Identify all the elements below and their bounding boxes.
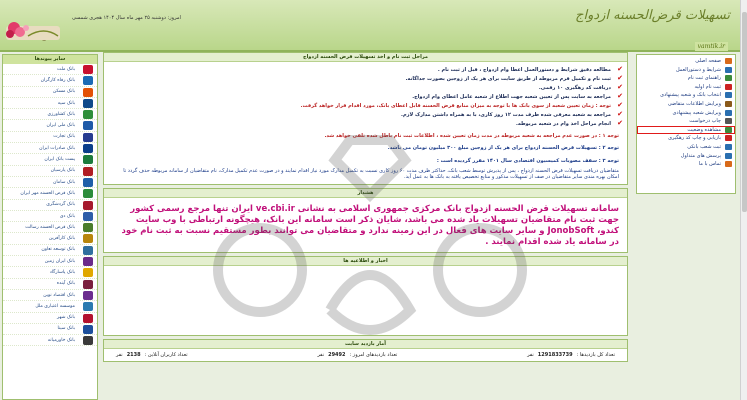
menu-icon: [725, 135, 732, 141]
bank-link[interactable]: [3, 290, 97, 301]
bank-label: بانک ملی ایران: [46, 123, 75, 129]
bank-logo-icon: [83, 234, 93, 243]
panel-title: هشدار: [104, 189, 627, 198]
bank-logo-icon: [83, 110, 93, 119]
check-icon: ✔: [617, 119, 623, 127]
bank-logo-icon: [83, 336, 93, 345]
news-panel: [103, 256, 628, 336]
date-bar: امروز: دوشنبه ۲۵ مهر ماه سال ۱۴۰۴ هجری شمسی: [72, 15, 181, 21]
step-text: توجه : زمان تعیین شعبه از سوی بانک ها با توجه به میزان منابع قرض الحسنه قابل اعطای بانک، مورد اقدام قرار خواهد گرفت.: [300, 102, 611, 109]
site-badge: vamtik.ir: [695, 42, 728, 51]
check-icon: ✔: [617, 65, 623, 73]
menu-icon: [725, 110, 732, 116]
bank-label: بانک قرض الحسنه رسالت: [25, 224, 75, 230]
menu-item[interactable]: [637, 143, 735, 152]
warning-text: سامانه تسهیلات قرض الحسنه ازدواج بانک مرکزی جمهوری اسلامی به نشانی ve.cbi.ir ایران تنها مرجع رسمی کشور جهت ثبت نام متقاضیان تسهیلات یاد شده می باشد، شایان ذکر است سامانه این بانک، هیچگونه ارتباطی با وب سایت کندو، JonobSoft و سایر سایت های فعال در این زمینه ندارد و متقاضیان می توانند بطور مستقیم نسبت به ثبت نام خود در سامانه یاد شده اقدام نمایند .: [121, 204, 619, 247]
menu-label: ویرایش اطلاعات متقاضی: [667, 100, 721, 107]
bank-logo-icon: [83, 302, 93, 311]
bank-label: بانک آینده: [56, 281, 75, 287]
registration-steps-panel: [103, 52, 628, 185]
main-content: [103, 52, 628, 365]
bank-label: بانک تجارت: [53, 134, 75, 140]
step-text: مطالعه دقیق شرایط و دستورالعمل اعطا وام ازدواج ، قبل از ثبت نام .: [437, 66, 611, 73]
site-logo: [550, 8, 730, 50]
bank-logo-icon: [83, 201, 93, 210]
bank-logo-icon: [83, 291, 93, 300]
bank-label: بانک پاسارگاد: [49, 269, 75, 275]
bank-label: بانک توسعه تعاون: [41, 247, 75, 253]
bank-label: بانک سامان: [52, 179, 75, 185]
bank-link[interactable]: [3, 324, 97, 335]
bank-label: بانک قرض الحسنه مهر ایران: [20, 190, 75, 196]
stats-panel: [103, 339, 628, 362]
bank-link[interactable]: [3, 154, 97, 165]
bank-link[interactable]: [3, 335, 97, 346]
menu-label: چاپ درخواست: [689, 118, 721, 125]
menu-item[interactable]: [637, 117, 735, 126]
bank-logo-icon: [83, 88, 93, 97]
menu-label: تماس با ما: [698, 161, 721, 168]
step-item: [104, 65, 627, 74]
menu-label: بازیابی و چاپ کد رهگیری: [668, 135, 721, 142]
menu-icon: [725, 161, 732, 167]
step-item: [104, 101, 627, 110]
step-text: ثبت نام و تکمیل فرم مربوطه از طریق سایت برای هر یک از زوجین بصورت جداگانه.: [405, 75, 611, 82]
menu-icon: [725, 153, 732, 159]
bank-label: بانک مسکن: [52, 89, 75, 95]
menu-item[interactable]: [637, 74, 735, 83]
bank-logo-icon: [83, 314, 93, 323]
menu-icon: [725, 67, 732, 73]
menu-icon: [725, 75, 732, 81]
bank-link[interactable]: [3, 75, 97, 86]
stat-item: [527, 352, 615, 358]
step-item: [104, 83, 627, 92]
menu-list: [637, 55, 735, 169]
note-1: توجه ۱ : در صورت عدم مراجعه به شعبه مربوطه در مدت زمان تعیین شده ، اطلاعات ثبت نام باطل شده تلقی خواهد شد.: [324, 133, 619, 139]
step-text: مراجعه به سایت پس از تعیین شعبه جهت اطلاع از شعبه عامل اعطای وام ازدواج.: [412, 93, 611, 100]
bank-link[interactable]: [3, 166, 97, 177]
left-sidebar: [2, 54, 98, 400]
bank-label: پست بانک ایران: [44, 157, 75, 163]
bank-list: [3, 64, 97, 346]
menu-item[interactable]: [637, 100, 735, 109]
bank-logo-icon: [83, 178, 93, 187]
bank-logo-icon: [83, 99, 93, 108]
bank-logo-icon: [83, 167, 93, 176]
floral-logo-icon: [4, 16, 62, 46]
bank-label: بانک کارآفرین: [48, 236, 75, 242]
stat-value: 2138: [126, 352, 141, 358]
menu-label: پرسش های متداول: [680, 152, 721, 159]
bank-link[interactable]: [3, 200, 97, 211]
menu-label: انتخاب بانک و شعبه پیشنهادی: [660, 92, 721, 99]
menu-label: صفحه اصلی: [695, 58, 721, 64]
step-item: [104, 110, 627, 119]
menu-label: ویرایش شعبه پیشنهادی: [672, 109, 721, 116]
note-3-title: توجه ۳ : سقف مصوبات کمیسیون اقتصادی سال ۱۴۰۱ مقرر گردیده است :: [436, 158, 619, 164]
menu-item[interactable]: [637, 109, 735, 118]
menu-icon: [725, 101, 732, 107]
menu-label: راهنمای ثبت نام: [687, 75, 721, 82]
note-2: توجه ۲ : تسهیلات قرض الحسنه ازدواج برای هر یک از زوجین مبلغ ۳۰۰ میلیون تومان می باشد.: [387, 145, 619, 151]
menu-icon: [725, 144, 732, 150]
step-item: [104, 74, 627, 83]
bank-logo-icon: [83, 133, 93, 142]
menu-item[interactable]: [637, 66, 735, 75]
bank-link[interactable]: [3, 279, 97, 290]
bank-logo-icon: [83, 268, 93, 277]
bank-label: بانک اقتصاد نوین: [43, 292, 75, 298]
bank-logo-icon: [83, 223, 93, 232]
menu-item[interactable]: [637, 134, 735, 143]
step-text: دریافت کد رهگیری ۱۰ رقمی.: [538, 84, 611, 91]
bank-link[interactable]: [3, 267, 97, 278]
site-header: [0, 0, 740, 52]
menu-icon: [725, 118, 732, 124]
right-menu: [636, 54, 736, 194]
bank-label: بانک خاورمیانه: [47, 337, 75, 343]
stat-unit: نفر: [317, 352, 325, 358]
bank-label: بانک شهر: [56, 315, 75, 321]
bank-link[interactable]: [3, 256, 97, 267]
menu-item[interactable]: [637, 152, 735, 161]
stat-item: [116, 352, 188, 358]
bank-logo-icon: [83, 65, 93, 74]
check-icon: ✔: [617, 101, 623, 109]
check-icon: ✔: [617, 74, 623, 82]
step-text: مراجعه به شعبه معرفی شده ظرف مدت ۱۲ روز کاری، با به همراه داشتن مدارک لازم.: [401, 111, 611, 118]
stat-unit: نفر: [527, 352, 534, 358]
menu-icon: [725, 84, 732, 90]
bank-label: بانک ملت: [56, 66, 75, 72]
scrollbar-thumb[interactable]: [742, 12, 747, 212]
bank-label: بانک دی: [59, 213, 75, 219]
bank-label: بانک گردشگری: [46, 202, 75, 208]
sidebar-title: سایر پیوندها: [3, 55, 97, 64]
menu-label: ثبت نام اولیه: [694, 83, 721, 90]
stat-unit: نفر: [116, 352, 123, 358]
bank-link[interactable]: [3, 64, 97, 75]
menu-item[interactable]: [637, 126, 735, 135]
bank-link[interactable]: [3, 188, 97, 199]
bank-link[interactable]: [3, 98, 97, 109]
svg-text:~: ~: [42, 38, 47, 44]
bank-link[interactable]: [3, 245, 97, 256]
bank-link[interactable]: [3, 109, 97, 120]
bank-label: بانک سینا: [57, 326, 75, 332]
bank-label: بانک ایران زمین: [44, 258, 75, 264]
menu-item[interactable]: [637, 83, 735, 92]
warning-panel: [103, 188, 628, 253]
bank-label: بانک پارسیان: [50, 168, 75, 174]
stats-row: [104, 349, 627, 361]
stat-label: تعداد کاربران آنلاین :: [144, 352, 188, 358]
bank-label: بانک سپه: [57, 100, 75, 106]
step-text: انجام مراحل اخذ وام در شعبه مربوطه.: [516, 120, 611, 127]
panel-title: مراحل ثبت نام و اخذ تسهیلات قرض الحسنه ازدواج: [104, 53, 627, 62]
bank-logo-icon: [83, 325, 93, 334]
check-icon: ✔: [617, 92, 623, 100]
step-item: [104, 92, 627, 101]
menu-icon: [725, 58, 732, 64]
menu-item[interactable]: [637, 57, 735, 66]
bank-link[interactable]: [3, 132, 97, 143]
stat-item: [317, 352, 397, 358]
bank-logo-icon: [83, 280, 93, 289]
steps-list: [104, 62, 627, 128]
menu-icon: [725, 92, 732, 98]
stat-value: 29492: [328, 352, 346, 358]
menu-item[interactable]: [637, 91, 735, 100]
menu-label: ثبت شعب بانکی: [687, 143, 721, 150]
bank-label: بانک صادرات ایران: [39, 145, 75, 151]
bank-link[interactable]: [3, 211, 97, 222]
note-3-body: متقاضیان دریافت تسهیلات قرض الحسنه ازدواج ، پس از پذیرش توسط شعب بانک، حداکثر ظرف مدت ۶۰ روز کاری نسبت به تکمیل مدارک مورد نیاز اقدام نمایند و در صورت عدم تکمیل مدارک، نام متقاضیان از سامانه مربوطه حذف گردد تا امکان بهره مندی سایر متقاضیان در صف از تسهیلات مذکور و منابع تخصیص یافته به بانک ها به عمل آید.: [123, 168, 619, 180]
logo-text: تسهیلات قرض‌الحسنه ازدواج: [575, 8, 730, 23]
bank-link[interactable]: [3, 143, 97, 154]
bank-logo-icon: [83, 155, 93, 164]
bank-logo-icon: [83, 189, 93, 198]
menu-item[interactable]: [637, 160, 735, 169]
step-item: [104, 119, 627, 128]
bank-link[interactable]: [3, 87, 97, 98]
bank-logo-icon: [83, 76, 93, 85]
panel-title: آمار بازدید سایت: [104, 340, 627, 349]
bank-logo-icon: [83, 121, 93, 130]
bank-link[interactable]: [3, 233, 97, 244]
bank-link[interactable]: [3, 313, 97, 324]
menu-label: مشاهده وضعیت: [687, 126, 721, 133]
bank-link[interactable]: [3, 177, 97, 188]
stat-label: تعداد کل بازدیدها :: [576, 352, 615, 358]
check-icon: ✔: [617, 110, 623, 118]
stat-label: تعداد بازدیدهای امروز :: [349, 352, 398, 358]
bank-logo-icon: [83, 212, 93, 221]
menu-icon: [725, 127, 732, 133]
bank-logo-icon: [83, 144, 93, 153]
bank-logo-icon: [83, 257, 93, 266]
bank-label: بانک رفاه کارگران: [40, 77, 75, 83]
bank-label: موسسه اعتباری ملل: [35, 303, 75, 309]
bank-label: بانک کشاورزی: [47, 111, 75, 117]
bank-link[interactable]: [3, 222, 97, 233]
stat-value: 1291833739: [537, 352, 573, 358]
bank-logo-icon: [83, 246, 93, 255]
vertical-scrollbar[interactable]: [740, 0, 747, 400]
panel-title: اخبار و اطلاعیه ها: [104, 257, 627, 266]
menu-label: شرایط و دستورالعمل: [676, 66, 721, 73]
check-icon: ✔: [617, 83, 623, 91]
bank-link[interactable]: [3, 301, 97, 312]
bank-link[interactable]: [3, 120, 97, 131]
